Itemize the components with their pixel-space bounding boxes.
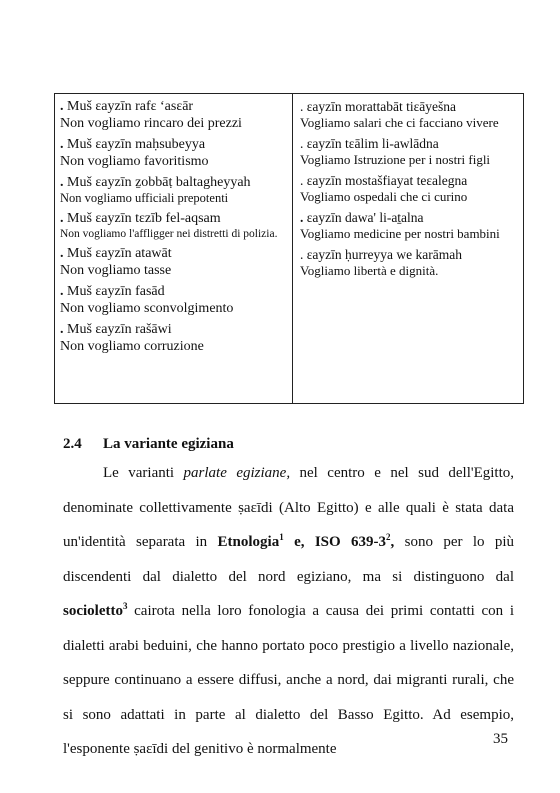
section-title: La variante egiziana (103, 436, 234, 452)
table-entry (60, 210, 286, 241)
italian-translation: Non vogliamo rincaro dei prezzi (60, 116, 242, 131)
paragraph-text: sono per lo più discendenti dal dialetto del nord egiziano, ma si distinguono dal (63, 534, 515, 585)
italian-translation: Non vogliamo tasse (60, 263, 172, 278)
section-number: 2.4 (63, 436, 82, 452)
arabic-slogan (60, 321, 286, 338)
italian-translation: Non vogliamo corruzione (60, 339, 204, 354)
bullet: . (300, 173, 304, 188)
bullet: . (300, 247, 304, 262)
arabic-text: ɛayzīn morattabāt tiɛāyešna (306, 99, 457, 114)
italian-translation: Vogliamo ospedali che ci curino (300, 189, 468, 204)
arabic-text: Muš ɛayzīn tɛzīb fel-aqsam (67, 211, 221, 226)
table-column-left (55, 94, 293, 403)
italian-translation: Non vogliamo ufficiali prepotenti (60, 191, 229, 205)
table-column-right (293, 94, 523, 403)
footnote-ref: 2 (386, 532, 391, 542)
arabic-slogan (300, 135, 517, 152)
paragraph-text: nel centro e nel sud dell'Egitto, denominate collettivamente ṣaɛīdi (Alto Egitto) e alle quali è stata data un'identità separata in (63, 465, 515, 550)
footnote-ref: 3 (122, 601, 128, 611)
arabic-text: Muš ɛayzīn ẕobbāṭ baltagheyyah (67, 175, 251, 190)
italian-translation: Vogliamo salari che ci facciano vivere (300, 115, 499, 130)
table-entry (60, 136, 286, 170)
bullet: . (60, 211, 64, 226)
arabic-slogan (60, 174, 286, 191)
arabic-slogan (300, 246, 517, 263)
bold-term: Etnologia (217, 534, 280, 550)
italian-translation: Non vogliamo l'affligger nei distretti di polizia. (60, 228, 278, 240)
arabic-text: ɛayzīn mostašfiayat teɛalegna (306, 173, 468, 188)
table-entry (300, 246, 517, 279)
arabic-text: ɛayzīn tɛālim li-awlādna (306, 136, 439, 151)
arabic-text: ɛayzīn dawa' li-aṯalna (306, 210, 424, 225)
bullet: . (300, 136, 304, 151)
page-number: 35 (493, 731, 508, 747)
italic-term: parlate egiziane, (183, 465, 291, 481)
arabic-slogan (300, 209, 517, 226)
body-paragraph (63, 456, 514, 767)
table-entry (300, 172, 517, 205)
table-entry (60, 283, 286, 317)
paragraph-text: cairota nella loro fonologia a causa dei primi contatti con i dialetti arabi beduini, che hanno portato poco prestigio a livello nazionale, seppure continuano a essere diffusi, anche a nord, dai migranti rurali, che si sono adattati in parte al dialetto del Basso Egitto. Ad esempio, l'esponente ṣaɛīdi del genitivo è normalmente (63, 603, 514, 757)
bullet: . (300, 99, 304, 114)
arabic-text: Muš ɛayzīn rafɛ ʻasɛār (67, 99, 194, 114)
italian-translation: Vogliamo medicine per nostri bambini (300, 226, 500, 241)
italian-translation: Vogliamo libertà e dignità. (300, 263, 439, 278)
section-heading (63, 436, 234, 453)
table-entry (300, 135, 517, 168)
table-entry (300, 209, 517, 242)
arabic-slogan (60, 136, 286, 153)
arabic-text: Muš ɛayzīn fasād (67, 284, 165, 299)
arabic-slogan (60, 98, 286, 115)
bullet: . (60, 175, 64, 190)
arabic-slogan (60, 283, 286, 300)
arabic-text: Muš ɛayzīn atawāt (67, 246, 172, 261)
table-entry (60, 321, 286, 355)
bullet: . (60, 246, 64, 261)
arabic-slogan (60, 245, 286, 262)
table-entry (60, 245, 286, 279)
bullet: . (60, 137, 64, 152)
table-entry (60, 98, 286, 132)
bold-term: , (390, 534, 395, 550)
arabic-text: ɛayzīn ḥurreyya we karāmah (306, 247, 462, 262)
arabic-text: Muš ɛayzīn maḥsubeyya (67, 137, 206, 152)
table-entry (60, 174, 286, 206)
bold-term: e, ISO 639-3 (283, 534, 387, 550)
arabic-slogan (60, 210, 286, 227)
bullet: . (60, 284, 64, 299)
arabic-slogan (300, 98, 517, 115)
slogan-table (54, 93, 524, 404)
bullet: . (60, 99, 64, 114)
table-entry (300, 98, 517, 131)
italian-translation: Non vogliamo sconvolgimento (60, 301, 234, 316)
arabic-text: Muš ɛayzīn rašāwi (67, 322, 172, 337)
bullet: . (60, 322, 64, 337)
footnote-ref: 1 (279, 532, 284, 542)
paragraph-text: Le varianti (103, 465, 184, 481)
italian-translation: Vogliamo Istruzione per i nostri figli (300, 152, 491, 167)
arabic-slogan (300, 172, 517, 189)
italian-translation: Non vogliamo favoritismo (60, 154, 209, 169)
bullet: . (300, 210, 304, 225)
bold-term: socioletto (63, 603, 123, 619)
